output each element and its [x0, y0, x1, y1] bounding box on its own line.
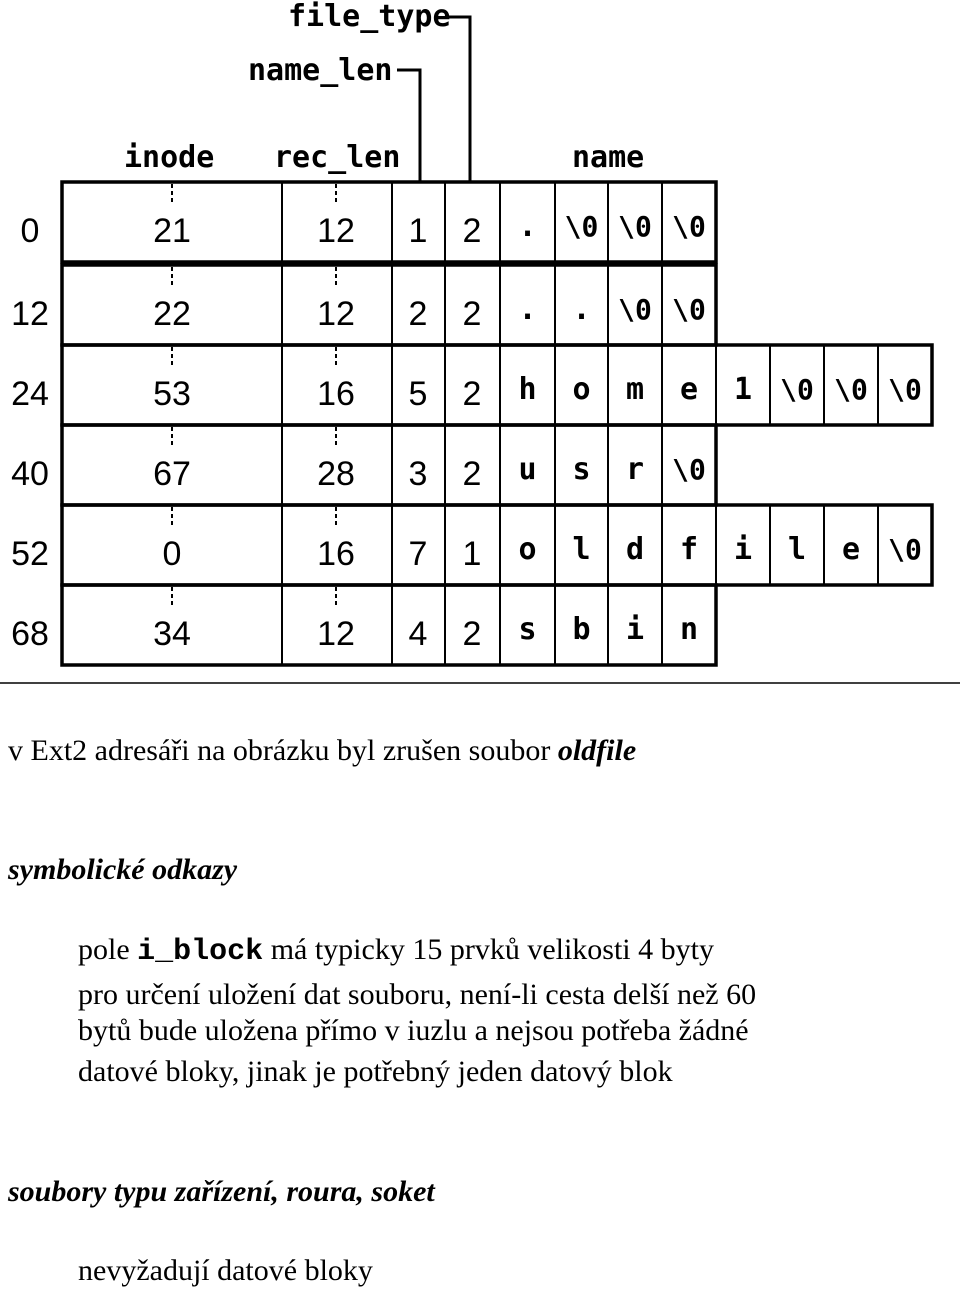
entry-name-char: \0	[780, 373, 814, 406]
entry-name-char: r	[625, 452, 645, 487]
leader-lines	[397, 17, 470, 182]
entry-inode: 21	[153, 212, 191, 250]
entry-name-char: \0	[834, 373, 868, 406]
entry-rec-len: 16	[317, 535, 355, 573]
symlinks-heading: symbolické odkazy	[8, 853, 238, 886]
deleted-file-note: v Ext2 adresáři na obrázku byl zrušen soubor oldfile	[8, 734, 637, 767]
entry-name-char: \0	[888, 533, 922, 566]
entry-name-len: 7	[408, 535, 428, 573]
entry-name-char: i	[625, 612, 645, 647]
directory-table	[11, 182, 932, 665]
entry-rec-len: 28	[317, 455, 355, 493]
entry-name-char: o	[518, 532, 537, 567]
entry-inode: 34	[153, 615, 191, 653]
entry-name-len: 2	[408, 295, 428, 333]
entry-name-char: \0	[672, 293, 706, 326]
entry-file-type: 2	[462, 375, 482, 413]
entry-offset: 52	[11, 535, 49, 573]
entry-file-type: 2	[462, 295, 482, 333]
entry-name-char: n	[679, 612, 699, 647]
entry-offset: 40	[11, 455, 49, 493]
entry-inode: 22	[153, 295, 191, 333]
entry-name-char: \0	[888, 373, 922, 406]
entry-file-type: 2	[462, 212, 482, 250]
entry-name-char: \0	[618, 210, 652, 243]
label-name-len: name_len	[248, 53, 393, 88]
entry-inode: 0	[162, 535, 182, 573]
symlinks-line-4: datové bloky, jinak je potřebný jeden datový blok	[78, 1055, 673, 1088]
entry-name-char: b	[572, 612, 591, 647]
entry-name-len: 1	[408, 212, 428, 250]
entry-name-char: \0	[564, 210, 599, 243]
i-block-code: i_block	[137, 935, 264, 969]
label-file-type: file_type	[288, 0, 451, 34]
entry-offset: 24	[11, 375, 49, 413]
entry-name-char: i	[733, 532, 753, 567]
devices-heading: soubory typu zařízení, roura, soket	[8, 1175, 435, 1208]
entry-name-char: f	[679, 532, 699, 567]
entry-name-char: d	[625, 532, 645, 567]
entry-inode: 67	[153, 455, 191, 493]
entry-name-char: s	[518, 612, 537, 647]
entry-name-len: 4	[408, 615, 428, 653]
entry-name-char: \0	[672, 453, 706, 486]
entry-file-type: 1	[462, 535, 482, 573]
deleted-file-name: oldfile	[557, 734, 637, 767]
entry-name-char: l	[572, 532, 591, 567]
entry-name-len: 5	[408, 375, 428, 413]
entry-inode: 53	[153, 375, 191, 413]
symlinks-line-1: pole i_block má typicky 15 prvků velikosti 4 byty	[78, 933, 714, 969]
entry-name-char: .	[572, 292, 591, 327]
entry-rec-len: 16	[317, 375, 355, 413]
entry-name-char: h	[518, 372, 537, 407]
entry-name-char: 1	[733, 372, 753, 407]
symlinks-line-3: bytů bude uložena přímo v iuzlu a nejsou potřeba žádné	[78, 1014, 749, 1047]
entry-name-char: s	[572, 452, 591, 487]
entry-name-char: e	[841, 532, 861, 567]
symlinks-line-2: pro určení uložení dat souboru, není-li cesta delší než 60	[78, 978, 757, 1011]
entry-rec-len: 12	[317, 615, 355, 653]
entry-file-type: 2	[462, 615, 482, 653]
entry-rec-len: 12	[317, 212, 355, 250]
entry-name-char: \0	[672, 210, 706, 243]
entry-file-type: 2	[462, 455, 482, 493]
entry-name-len: 3	[408, 455, 428, 493]
entry-name-char: m	[625, 372, 645, 407]
entry-offset: 12	[11, 295, 49, 333]
entry-name-char: \0	[618, 293, 652, 326]
label-rec-len: rec_len	[274, 140, 401, 175]
entry-name-char: .	[518, 292, 537, 327]
entry-name-char: u	[518, 452, 537, 487]
entry-name-char: .	[518, 209, 537, 244]
entry-name-char: o	[572, 372, 591, 407]
label-inode: inode	[124, 140, 215, 175]
entry-offset: 0	[20, 212, 40, 250]
entry-rec-len: 12	[317, 295, 355, 333]
entry-name-char: e	[679, 372, 699, 407]
entry-name-char: l	[787, 532, 807, 567]
devices-text: nevyžadují datové bloky	[78, 1254, 373, 1287]
entry-offset: 68	[11, 615, 49, 653]
label-name: name	[572, 140, 645, 175]
